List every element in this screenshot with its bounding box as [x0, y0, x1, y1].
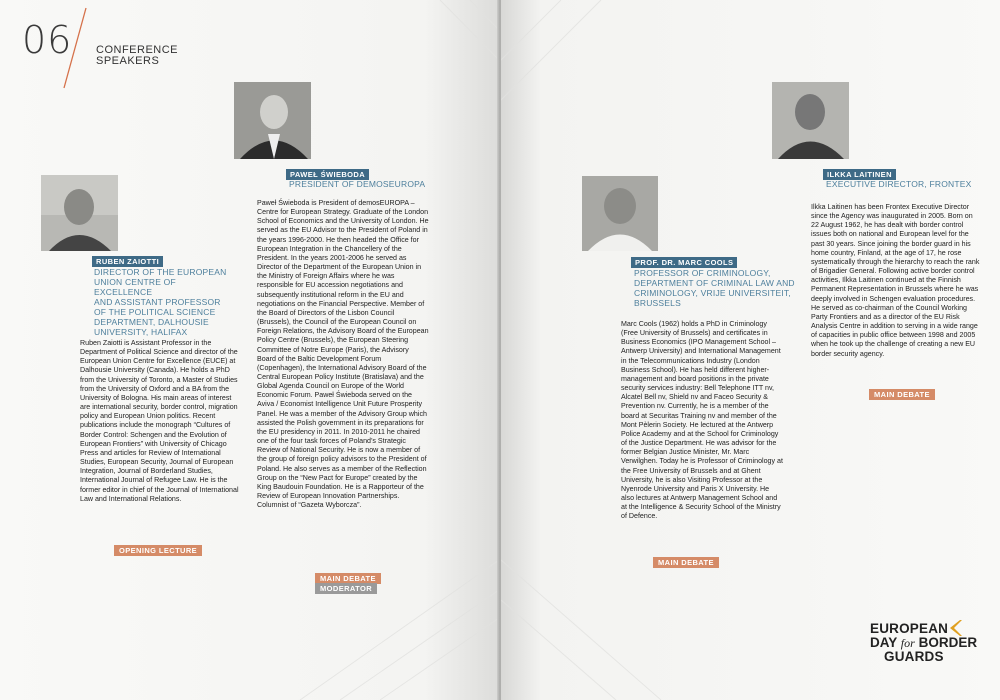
speaker-photo-laitinen — [772, 82, 849, 159]
session-tag-main-debate-laitinen: MAIN DEBATE — [869, 389, 935, 400]
speaker-name-laitinen: ILKKA LAITINEN — [823, 169, 896, 180]
speaker-photo-swieboda — [234, 82, 311, 159]
speaker-role-laitinen: EXECUTIVE DIRECTOR, FRONTEX — [826, 179, 972, 189]
right-page — [501, 0, 1000, 700]
section-title: CONFERENCE SPEAKERS — [96, 44, 179, 67]
speaker-photo-zaiotti — [41, 175, 118, 251]
speaker-role-zaiotti: DIRECTOR OF THE EUROPEAN UNION CENTRE OF EXCELLENCE AND ASSISTANT PROFESSOR OF THE POLITICAL SCIENCE DEPARTMENT, DALHOUSIE UNIVERSITY, HALIFAX — [94, 267, 227, 337]
speaker-bio-laitinen: Ilkka Laitinen has been Frontex Executive Director since the Agency was inaugurated in 2005. Born on 22 August 1962, he has dealt with border control issues both on national and European level for the past 30 years. Since joining the border guard in his home country, Finland, at the age of 17, he rose systematically through the hierarchy to reach the rank of Brigadier General. Following active border control activities, Ilkka Laitinen continued at the Finnish Permanent Representation in Brussels where he was deeply involved in Schengen evaluation procedures. He served as co-chairman of the Council Working Party Frontiers and as a director of the EU Risk Analysis Centre in addition to serving in a wide range of capacities in public office between 1998 and 2005 when he took up the challenge of creating a new EU border security agency. — [811, 203, 980, 358]
speaker-role-cools: PROFESSOR OF CRIMINOLOGY, DEPARTMENT OF CRIMINAL LAW AND CRIMINOLOGY, VRIJE UNIVERSITEIT, BRUSSELS — [634, 268, 795, 308]
event-logo: EUROPEAN DAY for BORDER GUARDS — [870, 621, 978, 664]
session-tag-main-debate-cools: MAIN DEBATE — [653, 557, 719, 568]
left-page — [0, 0, 499, 700]
speaker-bio-swieboda: Paweł Świeboda is President of demosEUROPA – Centre for European Strategy. Graduate of the London School of Economics and the University of London. He served as the EU Advisor to the President of Poland in the years 1996-2000. He then headed the Office for European Integration in the Chancellery of the President. In the years 2001-2006 he served as Director of the Department of the European Union in the Ministry of Foreign Affairs where he was responsible for EU accession negotiations and subsequently institutional reform in the EU and negotiations on the Financial Perspective. Member of the Board of Directors of the Lisbon Council (Brussels), the Council of the European Council on Foreign Relations, the Advisory Board of the European Policy Centre (Brussels), the European Steering Committee of Notre Europe (Paris), the Advisory Board of the Baltic Development Forum (Copenhagen), the International Advisory Board of the Central European Policy Institute (Bratislava) and the Global Agenda Council on Europe of the World Economic Forum. Paweł Świeboda served on the Aviva / Economist Intelligence Unit Future Prosperity Panel. He was a member of the Advisory Group which assisted the Polish government in its preparations for the EU presidency in 2011. In 2010-2011 he chaired one of the four task forces of Poland’s Strategic Review of National Security. He is now a member of the group of foreign policy advisors to the President of Poland. He also serves as a member of the Reflection Group on the “New Pact for Europe” created by the King Baudouin Foundation. He is a Rapporteur of the Review of European Innovation Partnerships. Columnist of “Gazeta Wyborcza”. — [257, 199, 429, 510]
speaker-bio-zaiotti: Ruben Zaiotti is Assistant Professor in the Department of Political Science and director of the European Union Centre for Excellence (EUCE) at Dalhousie University (Canada). He holds a PhD from the University of Toronto, a Master of Studies from the University of Oxford and a BA from the University of Bologna. His main areas of interest are international security, border control, migration policy and European Union politics. Recent publications include the monograph “Cultures of Border Control: Schengen and the Evolution of European Frontiers” with University of Chicago Press and articles for Review of International Studies, European Security, Journal of European Integration, Journal of Borderland Studies, International Journal of Refugee Law. He is the former editor in chief of the Journal of International Law and International Relations. — [80, 339, 239, 503]
section-number: 06 — [22, 18, 73, 62]
speaker-name-zaiotti: RUBEN ZAIOTTI — [92, 256, 163, 267]
session-tag-main-debate: MAIN DEBATE — [315, 573, 381, 584]
speaker-photo-cools — [582, 176, 658, 251]
speaker-bio-cools: Marc Cools (1962) holds a PhD in Criminology (Free University of Brussels) and certificates in Business Economics (IPO Management School – Antwerp University) and International Management in the Telecommunications Industry (London Business School). He has held different higher-management and board positions in the private security services industry: Bell Telephone ITT nv, Alcatel Bell nv, Shield nv and Faceo Security & Prevention nv. Currently, he is a member of the board at Securitas Training nv and member of the Mont Pèlerin Society. He lectured at the Antwerp Police Academy and at the School for Criminology of the Justice Department. He was advisor for the former Belgian Justice Minister, Mr. Marc Verwilghen. Today he is Professor of Criminology at the Free University of Brussels and at Ghent University, he is also Visiting Professor at the Nyenrode University and Paris X University. He also lectures at Antwerp Management School and at the Intelligence & Security School of the Ministry of Defence. — [621, 320, 783, 521]
session-tag-opening-lecture: OPENING LECTURE — [114, 545, 202, 556]
speaker-name-cools: PROF. DR. MARC COOLS — [631, 257, 737, 268]
speaker-name-swieboda: PAWEŁ ŚWIEBODA — [286, 169, 369, 180]
session-tag-moderator: MODERATOR — [315, 583, 377, 594]
logo-chevron-icon — [948, 620, 962, 636]
speaker-role-swieboda: PRESIDENT OF DEMOSEUROPA — [289, 179, 426, 189]
